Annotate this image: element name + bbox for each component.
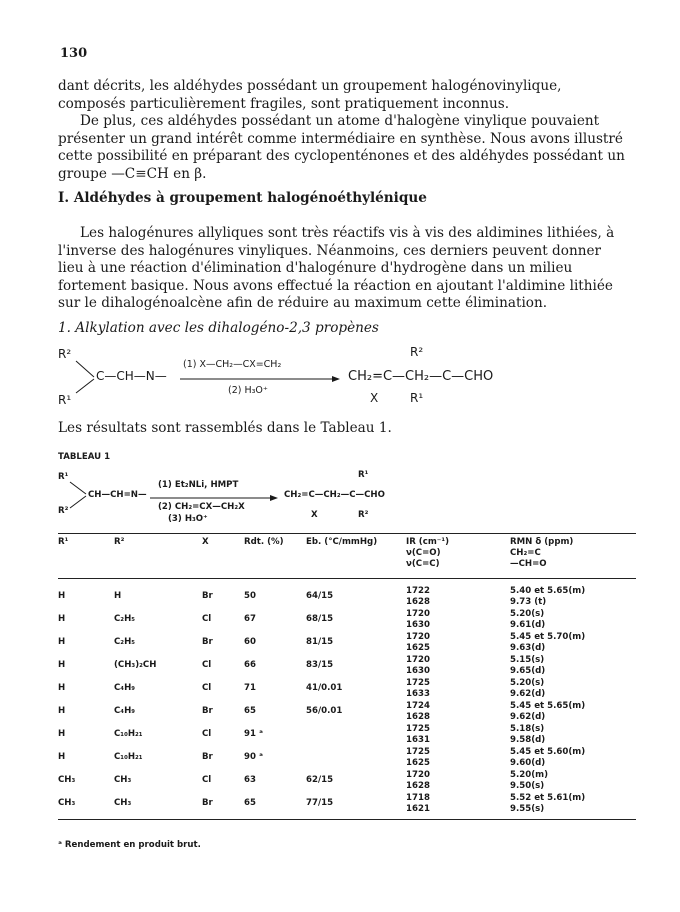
cell-ir bbox=[406, 677, 510, 700]
results-sentence: Les résultats sont rassemblés dans le Tableau 1. bbox=[58, 420, 392, 436]
cell-ir-cc: 1625 bbox=[406, 757, 430, 768]
table-row bbox=[58, 677, 636, 700]
cell-nmr-b: 9.63(d) bbox=[510, 642, 546, 653]
cell-nmr-a: 5.20(m) bbox=[510, 769, 549, 780]
scheme1-product: CH₂=C—CH₂—C—CHO bbox=[348, 369, 494, 384]
cell-nmr-a: 5.45 et 5.70(m) bbox=[510, 631, 586, 642]
cell-yield: 71 bbox=[244, 683, 256, 693]
cell-ir-co: 1725 bbox=[406, 677, 430, 688]
paragraph-2: De plus, ces aldéhydes possédant un atome d'halogène vinylique pouvaient présenter un grand intérêt comme intermédiaire en synthèse. Nous avons illustré cette possibilité en préparant des cyclopenténones et des aldéhydes possédant un groupe —C≡CH en β. bbox=[58, 113, 625, 182]
table-row bbox=[58, 769, 636, 792]
cell-nmr-a: 5.45 et 5.60(m) bbox=[510, 746, 586, 757]
section-heading: I. Aldéhydes à groupement halogénoéthylénique bbox=[58, 190, 427, 206]
scheme2-step1: (1) Et₂NLi, HMPT bbox=[158, 480, 239, 490]
cell-x: Cl bbox=[202, 683, 212, 693]
cell-r1: H bbox=[58, 729, 66, 739]
cell-nmr bbox=[510, 585, 636, 608]
cell-ir bbox=[406, 631, 510, 654]
cell-r2: C₂H₅ bbox=[114, 614, 136, 624]
cell-ir-cc: 1630 bbox=[406, 665, 430, 676]
cell-r2: C₁₀H₂₁ bbox=[114, 752, 143, 762]
cell-ir-co: 1720 bbox=[406, 769, 430, 780]
cell-yield: 91 ᵃ bbox=[244, 729, 263, 739]
cell-ir-cc: 1631 bbox=[406, 734, 430, 745]
cell-r2: C₂H₅ bbox=[114, 637, 136, 647]
cell-x: Br bbox=[202, 637, 213, 647]
header-nmr bbox=[510, 535, 636, 570]
header-x: X bbox=[202, 537, 209, 547]
cell-yield: 65 bbox=[244, 798, 256, 808]
paragraph-1: dant décrits, les aldéhydes possédant un groupement halogénovinylique, composés particulièrement fragiles, sont pratiquement inconnus. bbox=[58, 78, 562, 112]
cell-nmr bbox=[510, 746, 636, 769]
cell-nmr bbox=[510, 677, 636, 700]
cell-yield: 67 bbox=[244, 614, 256, 624]
cell-ir-cc: 1633 bbox=[406, 688, 430, 699]
table-row bbox=[58, 654, 636, 677]
scheme2-imine: CH—CH=N— bbox=[88, 490, 147, 500]
cell-x: Cl bbox=[202, 729, 212, 739]
header-nmr-title: RMN δ (ppm) bbox=[510, 537, 574, 547]
cell-nmr-b: 9.60(d) bbox=[510, 757, 546, 768]
cell-bp: 56/0.01 bbox=[306, 706, 343, 716]
cell-r2: (CH₃)₂CH bbox=[114, 660, 157, 670]
cell-ir-co: 1725 bbox=[406, 723, 430, 734]
data-table bbox=[58, 535, 636, 815]
header-nmr-b: —CH=O bbox=[510, 559, 547, 569]
cell-bp: 81/15 bbox=[306, 637, 334, 647]
header-rule bbox=[58, 570, 636, 579]
cell-ir bbox=[406, 585, 510, 608]
cell-bp: 64/15 bbox=[306, 591, 334, 601]
page-number: 130 bbox=[60, 46, 88, 61]
cell-x: Br bbox=[202, 591, 213, 601]
cell-x: Br bbox=[202, 798, 213, 808]
cell-r1: H bbox=[58, 591, 66, 601]
cell-nmr bbox=[510, 723, 636, 746]
cell-nmr bbox=[510, 654, 636, 677]
cell-r1: H bbox=[58, 637, 66, 647]
cell-ir-cc: 1621 bbox=[406, 803, 430, 814]
cell-ir bbox=[406, 608, 510, 631]
cell-ir-cc: 1628 bbox=[406, 780, 430, 791]
scheme1-product-x: X bbox=[370, 391, 379, 405]
table-top-rule bbox=[58, 533, 636, 534]
scheme2-product-r1: R¹ bbox=[358, 470, 369, 480]
table-row bbox=[58, 700, 636, 723]
scheme1-bonds bbox=[72, 357, 98, 397]
cell-nmr-b: 9.61(d) bbox=[510, 619, 546, 630]
table-bottom-rule bbox=[58, 819, 636, 820]
cell-nmr-a: 5.40 et 5.65(m) bbox=[510, 585, 586, 596]
cell-r1: CH₃ bbox=[58, 798, 76, 808]
cell-r2: C₁₀H₂₁ bbox=[114, 729, 143, 739]
cell-ir-cc: 1628 bbox=[406, 711, 430, 722]
table-body bbox=[58, 585, 636, 815]
cell-ir-co: 1724 bbox=[406, 700, 430, 711]
table-row bbox=[58, 746, 636, 769]
header-r2: R² bbox=[114, 537, 125, 547]
cell-x: Br bbox=[202, 752, 213, 762]
cell-nmr bbox=[510, 608, 636, 631]
cell-nmr-a: 5.52 et 5.61(m) bbox=[510, 792, 586, 803]
cell-r2: C₄H₉ bbox=[114, 683, 136, 693]
scheme2-product: CH₂=C—CH₂—C—CHO bbox=[284, 490, 385, 500]
footnote: ᵃ Rendement en produit brut. bbox=[58, 840, 201, 850]
cell-x: Br bbox=[202, 706, 213, 716]
table-row bbox=[58, 585, 636, 608]
cell-ir bbox=[406, 792, 510, 815]
table-row bbox=[58, 723, 636, 746]
cell-r2: C₄H₉ bbox=[114, 706, 136, 716]
scheme1-r2: R² bbox=[58, 347, 72, 361]
scheme1-product-r1: R¹ bbox=[410, 391, 424, 405]
scheme2-step3: (3) H₃O⁺ bbox=[168, 514, 208, 524]
scheme1-step2: (2) H₃O⁺ bbox=[228, 385, 268, 396]
reaction-scheme-2 bbox=[58, 470, 638, 528]
header-r1: R¹ bbox=[58, 537, 69, 547]
scheme2-r2: R² bbox=[58, 506, 69, 516]
cell-ir bbox=[406, 746, 510, 769]
cell-r1: H bbox=[58, 614, 66, 624]
cell-ir bbox=[406, 769, 510, 792]
cell-ir bbox=[406, 723, 510, 746]
cell-nmr-b: 9.73 (t) bbox=[510, 596, 547, 607]
cell-r2: H bbox=[114, 591, 122, 601]
paragraph-3: Les halogénures allyliques sont très réactifs vis à vis des aldimines lithiées, à l'inverse des halogénures vinyliques. Néanmoins, ces derniers peuvent donner lieu à une réaction d'élimination d'halogénure d'hydrogène dans un milieu fortement basique. Nous avons effectué la réaction en ajoutant l'aldimine lithiée sur le dihalogénoalcène afin de réduire au maximum cette élimination. bbox=[58, 225, 615, 311]
cell-nmr-a: 5.20(s) bbox=[510, 608, 545, 619]
header-ir-title: IR (cm⁻¹) bbox=[406, 537, 450, 547]
table-row bbox=[58, 608, 636, 631]
scheme2-r1: R¹ bbox=[58, 472, 69, 482]
cell-r2: CH₃ bbox=[114, 798, 132, 808]
header-bp: Eb. (°C/mmHg) bbox=[306, 537, 378, 547]
scheme1-arrow bbox=[180, 375, 340, 383]
cell-ir-co: 1720 bbox=[406, 608, 430, 619]
cell-nmr bbox=[510, 769, 636, 792]
scheme1-product-r2: R² bbox=[410, 345, 424, 359]
cell-bp: 68/15 bbox=[306, 614, 334, 624]
cell-bp bbox=[306, 723, 406, 746]
cell-yield: 90 ᵃ bbox=[244, 752, 263, 762]
header-yield: Rdt. (%) bbox=[244, 537, 284, 547]
cell-nmr-b: 9.65(d) bbox=[510, 665, 546, 676]
header-ir-co: ν(C=O) bbox=[406, 548, 441, 558]
cell-yield: 65 bbox=[244, 706, 256, 716]
cell-x: Cl bbox=[202, 775, 212, 785]
cell-bp: 41/0.01 bbox=[306, 683, 343, 693]
cell-nmr-b: 9.62(d) bbox=[510, 711, 546, 722]
cell-ir-co: 1725 bbox=[406, 746, 430, 757]
scheme1-r1: R¹ bbox=[58, 393, 72, 407]
cell-ir-co: 1722 bbox=[406, 585, 430, 596]
cell-nmr-b: 9.55(s) bbox=[510, 803, 545, 814]
cell-r1: H bbox=[58, 752, 66, 762]
cell-nmr bbox=[510, 700, 636, 723]
scheme1-imine: C—CH—N— bbox=[96, 369, 167, 383]
scheme2-product-x: X bbox=[311, 510, 318, 520]
scheme2-bonds bbox=[68, 480, 90, 510]
cell-nmr-b: 9.50(s) bbox=[510, 780, 545, 791]
cell-ir-cc: 1625 bbox=[406, 642, 430, 653]
cell-nmr-a: 5.15(s) bbox=[510, 654, 545, 665]
table-label: TABLEAU 1 bbox=[58, 452, 111, 462]
cell-bp: 83/15 bbox=[306, 660, 334, 670]
header-ir bbox=[406, 535, 510, 570]
subsection-heading: 1. Alkylation avec les dihalogéno-2,3 propènes bbox=[58, 320, 379, 336]
cell-nmr-a: 5.20(s) bbox=[510, 677, 545, 688]
table-row bbox=[58, 792, 636, 815]
cell-x: Cl bbox=[202, 660, 212, 670]
cell-bp: 62/15 bbox=[306, 775, 334, 785]
cell-r1: H bbox=[58, 660, 66, 670]
cell-ir bbox=[406, 654, 510, 677]
reaction-scheme-1 bbox=[58, 345, 638, 415]
cell-yield: 50 bbox=[244, 591, 256, 601]
cell-nmr bbox=[510, 792, 636, 815]
cell-ir-co: 1720 bbox=[406, 654, 430, 665]
cell-nmr-b: 9.58(d) bbox=[510, 734, 546, 745]
cell-ir-cc: 1628 bbox=[406, 596, 430, 607]
cell-yield: 66 bbox=[244, 660, 256, 670]
table-header-row bbox=[58, 535, 636, 570]
scheme2-step2: (2) CH₂=CX—CH₂X bbox=[158, 502, 245, 512]
cell-ir-co: 1720 bbox=[406, 631, 430, 642]
scheme2-arrow bbox=[150, 494, 278, 502]
header-nmr-a: CH₂=C bbox=[510, 548, 541, 558]
cell-yield: 60 bbox=[244, 637, 256, 647]
cell-bp: 77/15 bbox=[306, 798, 334, 808]
cell-x: Cl bbox=[202, 614, 212, 624]
cell-ir bbox=[406, 700, 510, 723]
cell-nmr-b: 9.62(d) bbox=[510, 688, 546, 699]
cell-yield: 63 bbox=[244, 775, 256, 785]
table-row bbox=[58, 631, 636, 654]
cell-r1: H bbox=[58, 706, 66, 716]
cell-nmr-a: 5.45 et 5.65(m) bbox=[510, 700, 586, 711]
cell-bp bbox=[306, 746, 406, 769]
cell-ir-co: 1718 bbox=[406, 792, 430, 803]
cell-r2: CH₃ bbox=[114, 775, 132, 785]
cell-nmr-a: 5.18(s) bbox=[510, 723, 545, 734]
header-ir-cc: ν(C=C) bbox=[406, 559, 440, 569]
cell-nmr bbox=[510, 631, 636, 654]
scheme2-product-r2: R² bbox=[358, 510, 369, 520]
cell-r1: H bbox=[58, 683, 66, 693]
scheme1-step1: (1) X—CH₂—CX=CH₂ bbox=[183, 359, 282, 370]
cell-ir-cc: 1630 bbox=[406, 619, 430, 630]
cell-r1: CH₃ bbox=[58, 775, 76, 785]
